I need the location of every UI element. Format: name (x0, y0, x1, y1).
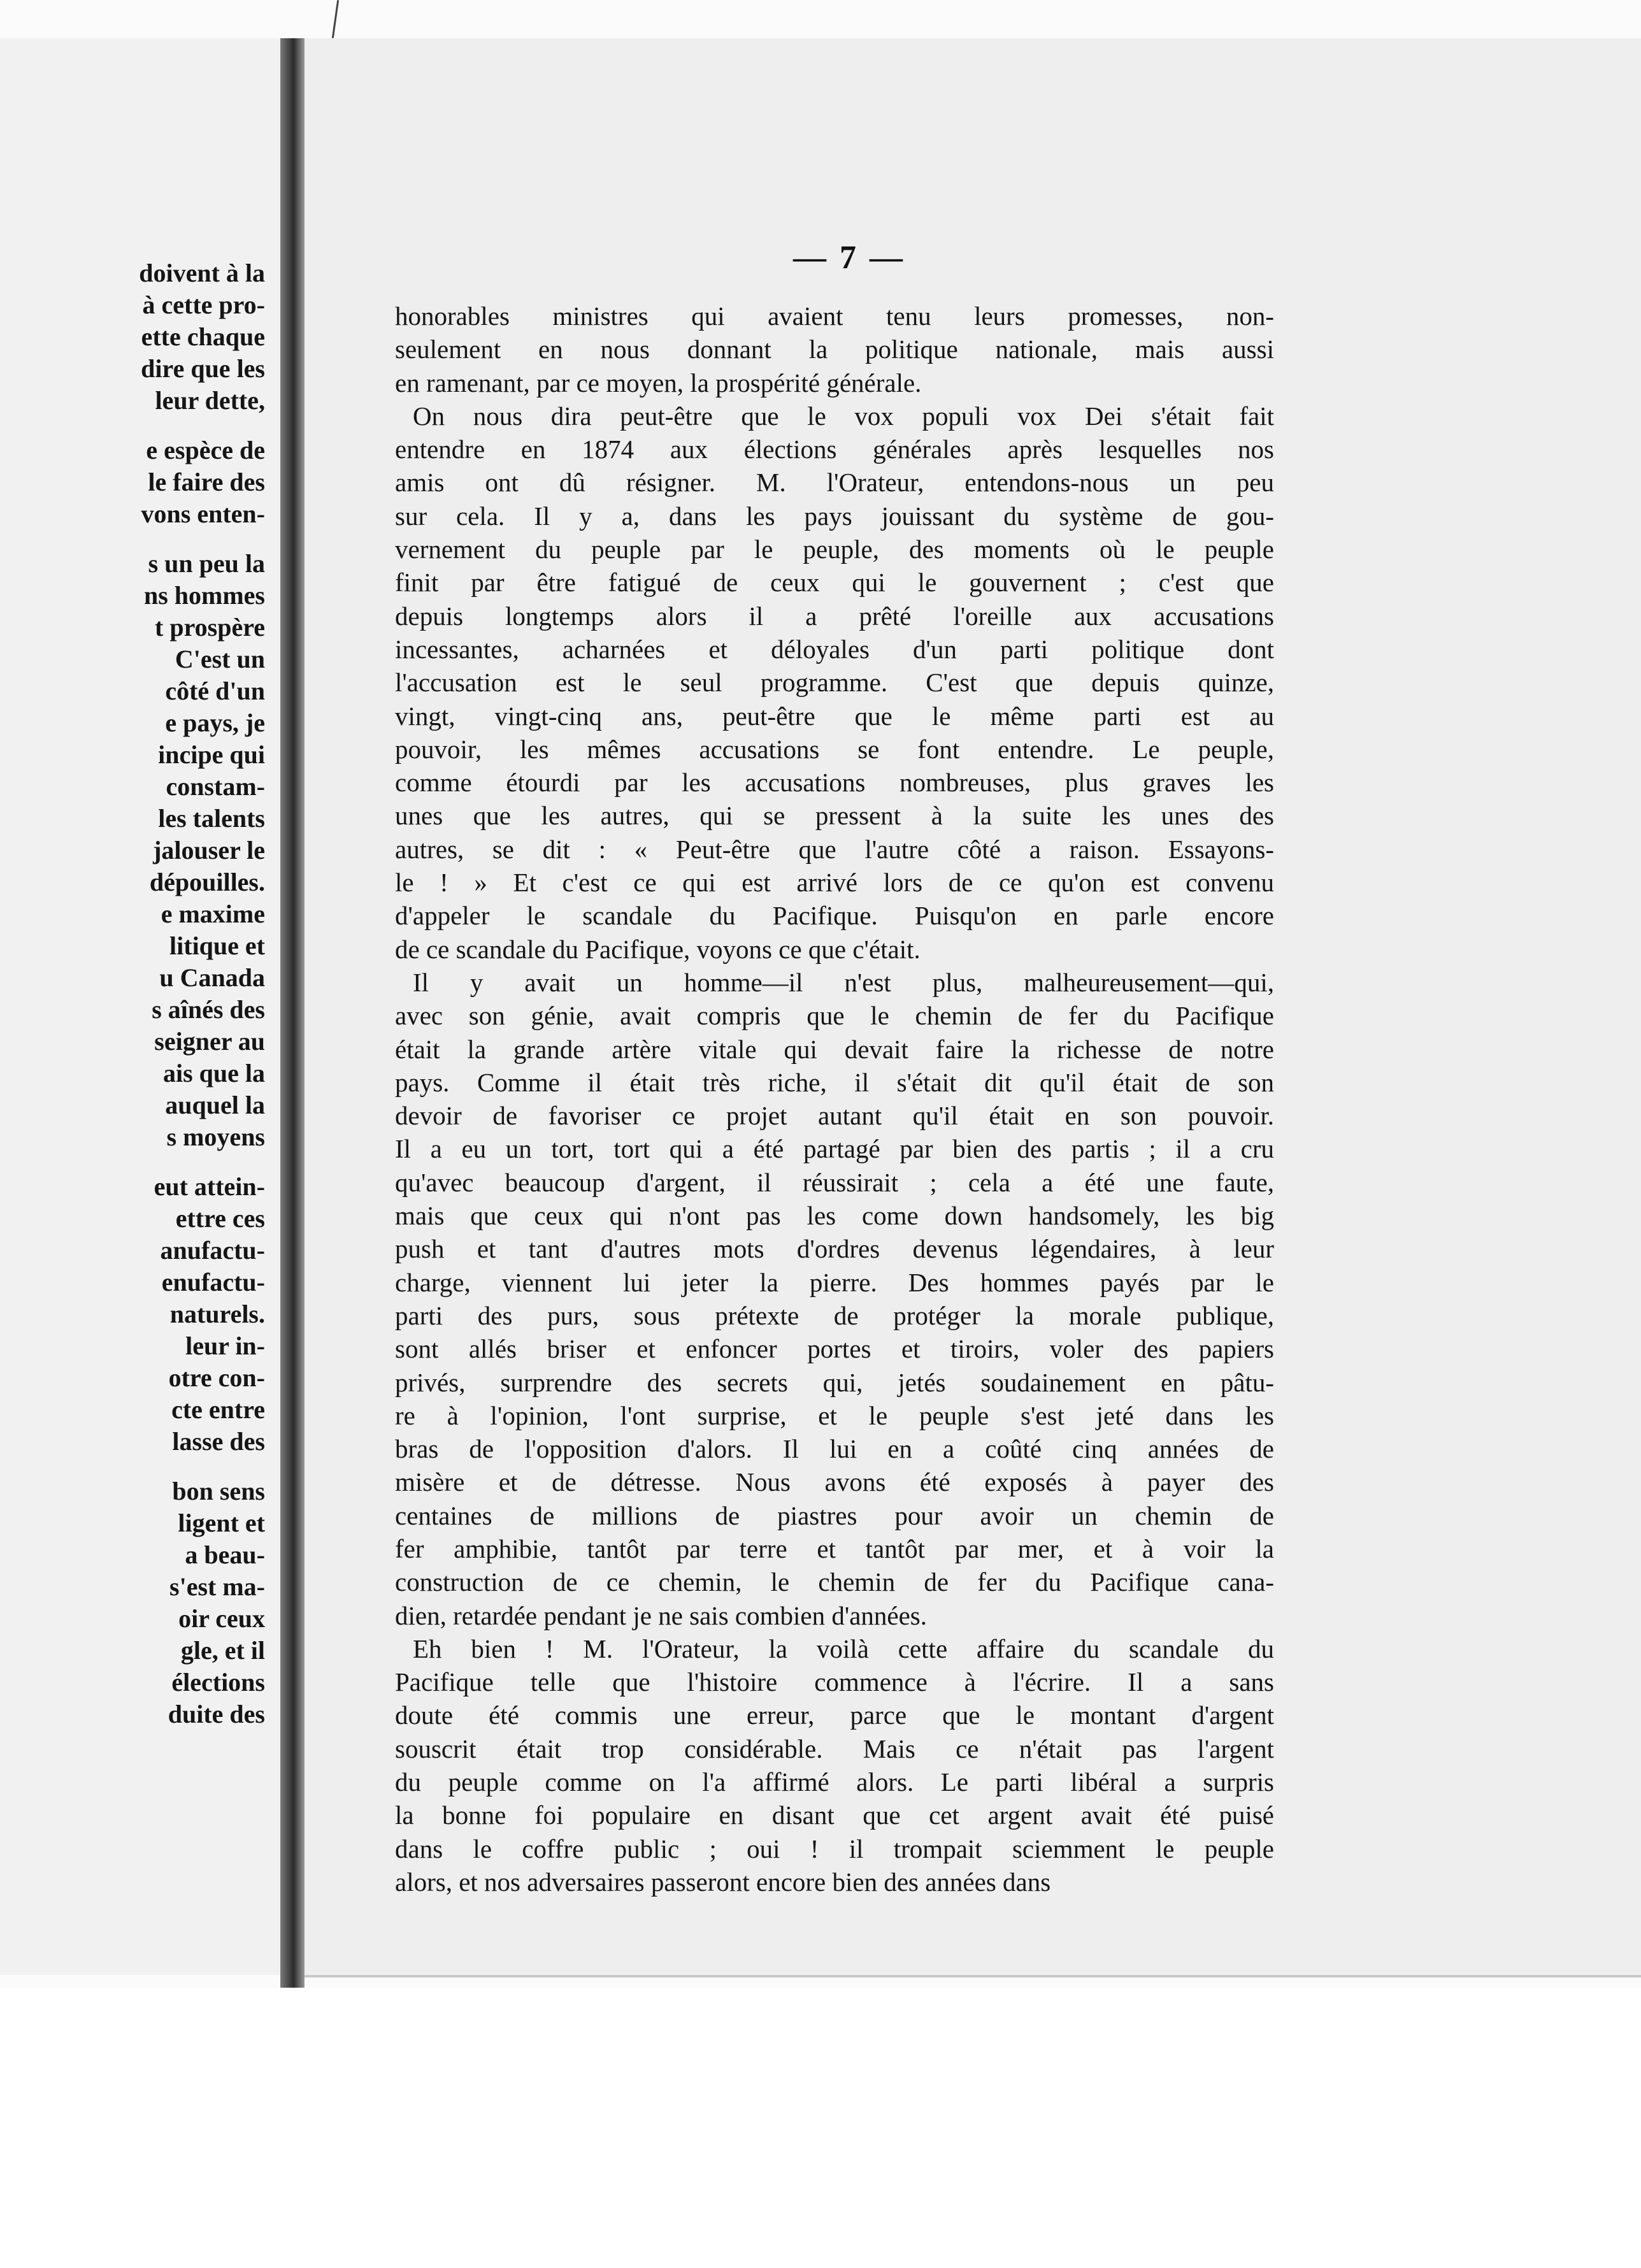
text-line: charge, viennent lui jeter la pierre. Des hommes payés par le (395, 1267, 1274, 1297)
left-page-line: incipe qui (158, 740, 265, 769)
left-page-line: oir ceux (178, 1604, 265, 1633)
left-page-line: e pays, je (165, 708, 265, 737)
text-line: sont allés briser et enfoncer portes et tiroirs, voler des papiers (395, 1334, 1274, 1364)
left-page-line: ais que la (162, 1059, 265, 1087)
text-line: mais que ceux qui n'ont pas les come down handsomely, les big (395, 1201, 1274, 1231)
left-page-line: C'est un (175, 645, 265, 673)
text-line: vernement du peuple par le peuple, des moments où le peuple (395, 535, 1274, 564)
left-page-line: ns hommes (143, 581, 265, 610)
text-line: du peuple comme on l'a affirmé alors. Le parti libéral a surpris (395, 1767, 1274, 1797)
text-line: alors, et nos adversaires passeront encore bien des années dans (395, 1867, 1051, 1897)
left-page-line: auquel la (165, 1091, 265, 1119)
text-line: dans le coffre public ; oui ! il trompait sciemment le peuple (395, 1834, 1274, 1863)
text-line: d'appeler le scandale du Pacifique. Puisqu'on en parle encore (395, 901, 1274, 931)
left-page-line: s aînés des (152, 995, 265, 1024)
text-line: en ramenant, par ce moyen, la prospérité générale. (395, 368, 922, 398)
left-page-line: otre con- (168, 1363, 265, 1392)
text-line: On nous dira peut-être que le vox populi vox Dei s'était fait (413, 401, 1274, 431)
text-line: finit par être fatigué de ceux qui le gouvernent ; c'est que (395, 568, 1274, 598)
left-page-line: côté d'un (165, 677, 265, 705)
text-line: entendre en 1874 aux élections générales après lesquelles nos (395, 434, 1274, 464)
text-line: Pacifique telle que l'histoire commence à l'écrire. Il a sans (395, 1667, 1274, 1697)
text-line: qu'avec beaucoup d'argent, il réussirait ; cela a été une faute, (395, 1167, 1274, 1197)
text-line: incessantes, acharnées et déloyales d'un parti politique dont (395, 634, 1274, 664)
text-line: vingt, vingt-cinq ans, peut-être que le même parti est au (395, 701, 1274, 731)
text-line: avec son génie, avait compris que le chemin de fer du Pacifique (395, 1001, 1274, 1031)
left-page-line: le faire des (148, 468, 265, 496)
left-page-line: naturels. (169, 1300, 265, 1328)
left-page-line: à cette pro- (142, 291, 265, 319)
left-page-line: e espèce de (146, 436, 265, 464)
text-line: était la grande artère vitale qui devait faire la richesse de notre (395, 1034, 1274, 1064)
text-line: de ce scandale du Pacifique, voyons ce que c'était. (395, 934, 921, 964)
text-line: doute été commis une erreur, parce que le montant d'argent (395, 1700, 1274, 1730)
text-line: fer amphibie, tantôt par terre et tantôt par mer, et à voir la (395, 1533, 1274, 1563)
page-body-text (395, 299, 1274, 1898)
left-page-line: dépouilles. (149, 868, 265, 896)
text-line: construction de ce chemin, le chemin de fer du Pacifique cana- (395, 1567, 1274, 1597)
text-line: honorables ministres qui avaient tenu leurs promesses, non- (395, 301, 1274, 331)
book-gutter (280, 38, 305, 1988)
page-number: — 7 — (793, 240, 905, 276)
text-line: souscrit était trop considérable. Mais ce n'était pas l'argent (395, 1733, 1274, 1763)
left-page-line: s'est ma- (169, 1572, 265, 1601)
left-page-line: cte entre (171, 1395, 265, 1424)
text-line: l'accusation est le seul programme. C'est que depuis quinze, (395, 668, 1274, 698)
left-page-line: lasse des (172, 1427, 265, 1456)
left-page-line: les talents (158, 804, 265, 833)
text-line: comme étourdi par les accusations nombreuses, plus graves les (395, 768, 1274, 798)
text-line: privés, surprendre des secrets qui, jetés soudainement en pâtu- (395, 1367, 1274, 1397)
left-page-line: e maxime (161, 900, 265, 928)
text-line: parti des purs, sous prétexte de protéger la morale publique, (395, 1300, 1274, 1330)
text-line: le ! » Et c'est ce qui est arrivé lors de ce qu'on est convenu (395, 868, 1274, 898)
left-page-line: gle, et il (180, 1636, 265, 1665)
text-line: pays. Comme il était très riche, il s'était dit qu'il était de son (395, 1067, 1274, 1097)
text-line: devoir de favoriser ce projet autant qu'il était en son pouvoir. (395, 1101, 1274, 1131)
left-page-line: dire que les (141, 354, 265, 383)
left-page-line: anufactu- (160, 1236, 265, 1265)
left-page-line: vons enten- (141, 499, 265, 528)
left-page-line: s un peu la (148, 549, 265, 578)
text-line: misère et de détresse. Nous avons été exposés à payer des (395, 1467, 1274, 1497)
left-page-line: litique et (169, 931, 265, 960)
text-line: Eh bien ! M. l'Orateur, la voilà cette affaire du scandale du (413, 1633, 1274, 1663)
left-page-line: seigner au (154, 1027, 265, 1056)
text-line: seulement en nous donnant la politique nationale, mais aussi (395, 334, 1274, 364)
left-page-line: constam- (166, 772, 265, 801)
text-line: la bonne foi populaire en disant que cet argent avait été puisé (395, 1800, 1274, 1830)
left-page-line: duite des (168, 1700, 265, 1728)
left-page-fragment (0, 38, 282, 1975)
text-line: sur cela. Il y a, dans les pays jouissant du système de gou- (395, 501, 1274, 531)
text-line: re à l'opinion, l'ont surprise, et le peuple s'est jeté dans les (395, 1400, 1274, 1430)
text-line: bras de l'opposition d'alors. Il lui en a coûté cinq années de (395, 1434, 1274, 1464)
text-line: push et tant d'autres mots d'ordres devenus légendaires, à leur (395, 1234, 1274, 1264)
left-page-line: jalouser le (153, 836, 265, 865)
left-page-line: bon sens (172, 1477, 265, 1505)
left-page-line: enufactu- (161, 1268, 265, 1296)
left-page-line: doivent à la (139, 259, 265, 287)
left-page-line: leur in- (185, 1331, 265, 1360)
text-line: centaines de millions de piastres pour avoir un chemin de (395, 1500, 1274, 1530)
left-page-line: leur dette, (155, 386, 265, 415)
left-page-line: a beau- (185, 1540, 265, 1569)
left-page-line: s moyens (166, 1123, 265, 1151)
text-line: pouvoir, les mêmes accusations se font entendre. Le peuple, (395, 734, 1274, 764)
text-line: depuis longtemps alors il a prêté l'oreille aux accusations (395, 601, 1274, 631)
left-page-line: ligent et (178, 1509, 265, 1537)
left-page-line: ette chaque (141, 322, 265, 351)
left-page-line: t prospère (155, 613, 265, 642)
left-page-line: eut attein- (154, 1172, 265, 1201)
text-line: autres, se dit : « Peut-être que l'autre côté a raison. Essayons- (395, 834, 1274, 864)
left-page-line: élections (171, 1668, 265, 1697)
scan-mark (332, 0, 339, 38)
text-line: dien, retardée pendant je ne sais combien d'années. (395, 1600, 928, 1630)
page-margin-bottom (0, 1988, 1641, 2268)
left-page-line: u Canada (159, 963, 265, 992)
left-page-line: ettre ces (175, 1204, 265, 1233)
text-line: unes que les autres, qui se pressent à la suite les unes des (395, 801, 1274, 831)
text-line: Il a eu un tort, tort qui a été partagé par bien des partis ; il a cru (395, 1134, 1274, 1164)
text-line: Il y avait un homme—il n'est plus, malheureusement—qui, (413, 967, 1274, 997)
text-line: amis ont dû résigner. M. l'Orateur, entendons-nous un peu (395, 468, 1274, 498)
